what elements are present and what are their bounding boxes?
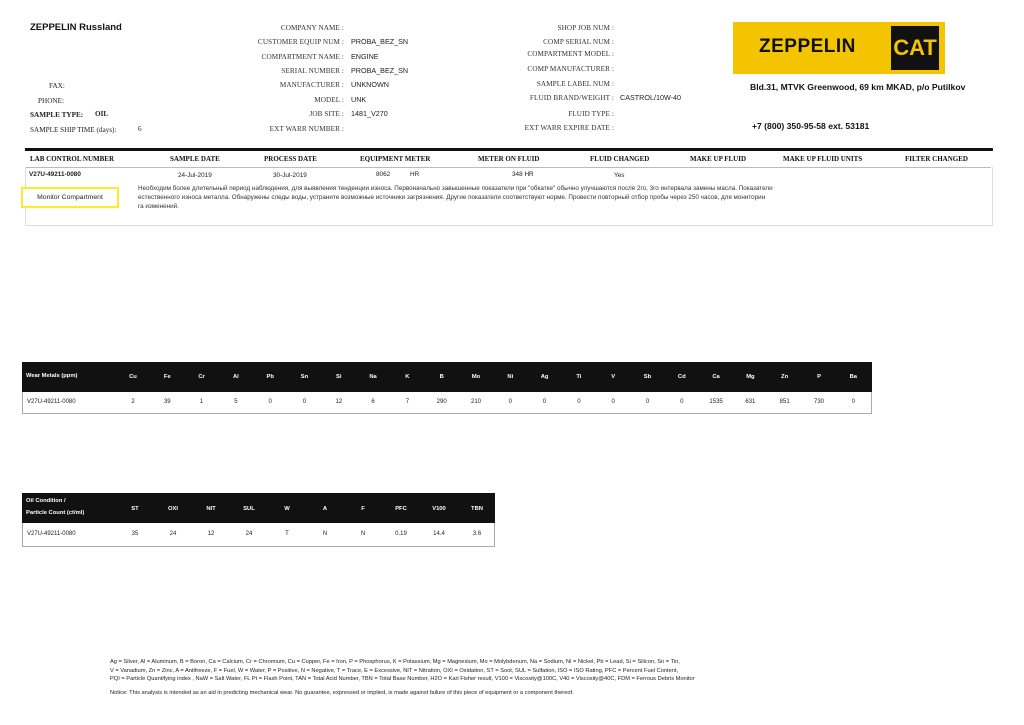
table-cell: 2 bbox=[131, 399, 135, 405]
column-header: ST bbox=[131, 506, 139, 512]
column-header: MAKE UP FLUID UNITS bbox=[783, 155, 863, 163]
table-cell: 24 bbox=[245, 531, 253, 537]
column-header: Zn bbox=[781, 374, 789, 380]
column-header: V100 bbox=[432, 506, 446, 512]
field-value: 1481_V270 bbox=[351, 109, 388, 118]
table-cell: 7 bbox=[405, 399, 410, 405]
table-cell: 730 bbox=[813, 399, 824, 405]
column-header: Sb bbox=[643, 374, 652, 380]
table-cell: 0.19 bbox=[395, 531, 407, 537]
column-header: Cu bbox=[129, 374, 137, 380]
table-cell: 0 bbox=[542, 399, 547, 405]
column-header: Ba bbox=[849, 374, 857, 380]
table-cell: 0 bbox=[577, 399, 581, 405]
table-cell: 12 bbox=[207, 531, 215, 537]
column-header: Si bbox=[336, 374, 342, 380]
field-label: COMP MANUFACTURER : bbox=[527, 65, 614, 73]
logo-zeppelin-text: ZEPPELIN bbox=[759, 36, 856, 57]
column-header: EQUIPMENT METER bbox=[360, 155, 431, 163]
field-label: FLUID TYPE : bbox=[568, 110, 614, 118]
column-header: Ca bbox=[712, 374, 720, 380]
column-header: FILTER CHANGED bbox=[905, 155, 968, 163]
table-cell: 1 bbox=[199, 399, 204, 405]
column-header: Na bbox=[369, 374, 377, 380]
table-cell: 290 bbox=[436, 399, 447, 405]
column-header: A bbox=[322, 506, 328, 512]
column-header: F bbox=[361, 506, 365, 512]
sample-type-label: SAMPLE TYPE: bbox=[30, 111, 84, 119]
equipment-meter-unit: HR bbox=[410, 171, 420, 178]
legend-line: PQI = Particle Quantifying index , NaW = Salt Water, FL Pt = Flash Point, TAN = Total Acid Number, TBN = Total Base Number, H2O = Karl Fisher result, V100 = Viscosity@100C, V40 = Viscosity@40C, FDM = Ferrous Debris Monitor bbox=[110, 676, 695, 683]
column-header: B bbox=[439, 374, 444, 380]
column-header: Cr bbox=[198, 374, 205, 380]
table-cell: 24 bbox=[169, 531, 177, 537]
field-label: MODEL : bbox=[314, 96, 344, 104]
table-cell: 0 bbox=[508, 399, 512, 405]
comment-line: га изменений. bbox=[138, 203, 179, 210]
column-header: FLUID CHANGED bbox=[590, 155, 650, 163]
column-header: LAB CONTROL NUMBER bbox=[30, 155, 115, 163]
status-badge: Monitor Compartment bbox=[21, 187, 119, 208]
column-header: Al bbox=[232, 374, 239, 380]
column-header: MAKE UP FLUID bbox=[690, 155, 746, 163]
field-label: MANUFACTURER : bbox=[279, 81, 344, 89]
column-header: NIT bbox=[206, 506, 216, 512]
column-header: Ti bbox=[576, 374, 582, 380]
table-cell: 5 bbox=[234, 399, 238, 405]
notice-text: Notice: This analysis is intended as an aid in predicting mechanical wear. No guarantee, expressed or implied, is made against failure of this piece of equipment or a component thereof. bbox=[110, 690, 574, 696]
column-header: Cd bbox=[677, 374, 686, 380]
process-date: 30-Jul-2019 bbox=[273, 172, 307, 179]
table-cell: 0 bbox=[645, 399, 650, 405]
table-cell: N bbox=[360, 531, 366, 537]
legend-line: V = Vanadium, Zn = Zinc, A = Antifreeze, F = Fuel, W = Water, P = Positive, N = Negative, T = Trace, E = Excessive, NIT = Nitration, OXI = Oxidation, ST = Soot, SUL = Sulfation, ISO = ISO Rating, PFC = Percent Fuel Content, bbox=[110, 667, 679, 674]
field-label: COMPANY NAME : bbox=[280, 24, 344, 32]
column-header: K bbox=[405, 374, 410, 380]
table-cell: 851 bbox=[779, 399, 790, 405]
company-name: ZEPPELIN Russland bbox=[30, 22, 122, 33]
column-header: TBN bbox=[471, 506, 483, 512]
field-value: PROBA_BEZ_SN bbox=[351, 37, 409, 46]
column-header: Ag bbox=[540, 374, 549, 380]
table-cell: 3.6 bbox=[472, 531, 482, 537]
wear-metals-title: Wear Metals (ppm) bbox=[26, 373, 78, 379]
ship-time-value: 6 bbox=[138, 125, 142, 133]
table-cell: 0 bbox=[268, 399, 272, 405]
column-header: PFC bbox=[395, 506, 407, 512]
table-cell: 14.4 bbox=[433, 531, 445, 537]
field-label: EXT WARR EXPIRE DATE : bbox=[524, 124, 614, 132]
table-cell: 1535 bbox=[709, 399, 723, 405]
section-divider bbox=[25, 148, 993, 151]
column-header: Ni bbox=[507, 374, 514, 380]
wear-metals-row-id: V27U-49211-0080 bbox=[27, 399, 76, 405]
table-cell: 6 bbox=[371, 399, 375, 405]
column-header: Pb bbox=[266, 374, 274, 380]
fluid-changed: Yes bbox=[614, 172, 625, 179]
particle-count-title: Particle Count (ct/ml) bbox=[26, 510, 85, 516]
field-label: COMPARTMENT MODEL : bbox=[527, 50, 614, 58]
cat-logo: CAT bbox=[891, 26, 939, 70]
fax-label: FAX: bbox=[49, 82, 65, 90]
comment-block bbox=[138, 184, 858, 211]
column-header: PROCESS DATE bbox=[264, 155, 317, 163]
field-value: UNKNOWN bbox=[351, 80, 389, 89]
oil-condition-title: Oil Condition / bbox=[26, 498, 66, 504]
table-cell: 12 bbox=[335, 399, 343, 405]
oil-condition-row-id: V27U-49211-0080 bbox=[27, 531, 76, 537]
table-cell: 0 bbox=[851, 399, 855, 405]
sample-date: 24-Jul-2019 bbox=[178, 172, 212, 179]
address: Bld.31, MTVK Greenwood, 69 km MKAD, p/o Putilkov bbox=[750, 82, 966, 92]
field-label: SAMPLE LABEL NUM : bbox=[536, 80, 614, 88]
comment-line: Необходим более длительный период наблюдения, для выявления тенденции износа. Первоначально завышенные показатели при "обкатке" обычно улучшаются после 2го, 3го интервала замены масла. Показатели bbox=[138, 185, 773, 192]
table-cell: 0 bbox=[302, 399, 307, 405]
table-cell: N bbox=[322, 531, 328, 537]
field-label: JOB SITE : bbox=[309, 110, 344, 118]
ship-time-label: SAMPLE SHIP TIME (days): bbox=[30, 126, 117, 134]
column-header: Fe bbox=[163, 374, 171, 380]
field-label: CUSTOMER EQUIP NUM : bbox=[257, 38, 344, 46]
column-header: Mg bbox=[746, 374, 755, 380]
table-cell: T bbox=[285, 531, 289, 537]
table-cell: 35 bbox=[131, 531, 139, 537]
lab-control-number: V27U-49211-0080 bbox=[29, 171, 81, 178]
field-label: COMPARTMENT NAME : bbox=[261, 53, 344, 61]
zeppelin-logo bbox=[733, 22, 945, 74]
field-value: ENGINE bbox=[351, 52, 379, 61]
field-label: SHOP JOB NUM : bbox=[557, 24, 614, 32]
sample-type-value: OIL bbox=[95, 110, 109, 118]
column-header: OXI bbox=[168, 506, 178, 512]
phone-number: +7 (800) 350-95-58 ext. 53181 bbox=[752, 121, 870, 131]
table-cell: 0 bbox=[680, 399, 684, 405]
table-cell: 39 bbox=[163, 399, 171, 405]
field-value: CASTROL/10W-40 bbox=[620, 93, 681, 102]
field-value: PROBA_BEZ_SN bbox=[351, 66, 409, 75]
comment-line: естественного износа металла. Обнаружены следы воды, устраните возможные источники загрязнения. Другие показатели соответствуют норме. Провести повторный отбор пробы через 250 часов, для мониторин bbox=[138, 194, 766, 201]
field-label: EXT WARR NUMBER : bbox=[269, 125, 344, 133]
phone-label: PHONE: bbox=[38, 97, 64, 105]
column-header: SAMPLE DATE bbox=[170, 155, 220, 163]
column-header: Mo bbox=[471, 374, 481, 380]
meter-on-fluid: 348 HR bbox=[512, 171, 534, 178]
abbreviation-legend bbox=[110, 658, 1010, 684]
table-cell: 210 bbox=[470, 399, 481, 405]
legend-line: Ag = Silver, Al = Aluminum, B = Boron, Ca = Calcium, Cr = Chromium, Cu = Copper, Fe = Iron, P = Phosphorus, K = Potassium, Mg = Magnesium, Mo = Molybdenum, Na = Sodium, Ni = Nickel, Pb = Lead, Si = Silicon, Sn = Tin, bbox=[110, 659, 680, 665]
field-value: UNK bbox=[351, 95, 367, 104]
column-header: METER ON FLUID bbox=[478, 155, 540, 163]
column-header: Sn bbox=[300, 374, 309, 380]
column-header: V bbox=[611, 374, 616, 380]
equipment-meter: 8062 bbox=[376, 171, 391, 178]
field-label: SERIAL NUMBER : bbox=[281, 67, 344, 75]
table-cell: 631 bbox=[745, 399, 756, 405]
table-cell: 0 bbox=[611, 399, 615, 405]
field-label: COMP SERIAL NUM : bbox=[543, 38, 614, 46]
field-label: FLUID BRAND/WEIGHT : bbox=[529, 94, 614, 102]
column-header: W bbox=[284, 506, 290, 512]
column-header: SUL bbox=[243, 506, 255, 512]
column-header: P bbox=[817, 374, 821, 380]
